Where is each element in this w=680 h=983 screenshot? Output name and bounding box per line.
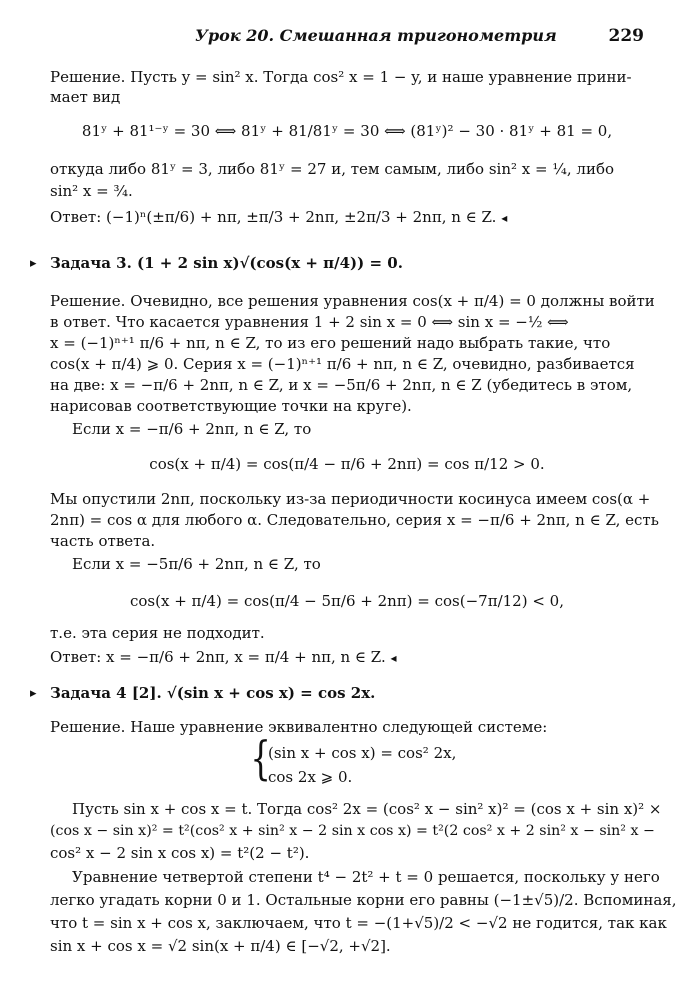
text-line: cos² x − 2 sin x cos x) = t²(2 − t²). (50, 844, 310, 862)
text-line: cos(x + π/4) ⩾ 0. Серия x = (−1)ⁿ⁺¹ π/6 + nπ, n ∈ Z, очевидно, разбивается (50, 355, 635, 373)
answer-line (50, 208, 644, 227)
text-line: в ответ. Что касается уравнения 1 + 2 sin x = 0 ⟺ sin x = −½ ⟺ (50, 313, 569, 331)
text-line: легко угадать корни 0 и 1. Остальные корни его равны (−1±√5)/2. Вспоминая, (50, 891, 677, 909)
text-line: Мы опустили 2nπ, поскольку из-за периодичности косинуса имеем cos(α + (50, 490, 651, 508)
end-of-solution-icon: ◂ (390, 651, 397, 665)
text-line: x = (−1)ⁿ⁺¹ π/6 + nπ, n ∈ Z, то из его решений надо выбрать такие, что (50, 334, 611, 352)
answer-text: Ответ: x = −π/6 + 2nπ, x = π/4 + nπ, n ∈ Z. (50, 648, 386, 666)
system-inequality: cos 2x ⩾ 0. (268, 768, 353, 786)
end-of-solution-icon: ◂ (501, 211, 508, 225)
task-4-statement: Задача 4 [2]. √(sin x + cos x) = cos 2x. (50, 684, 376, 702)
page-number: 229 (608, 26, 644, 46)
text-line: Если x = −π/6 + 2nπ, n ∈ Z, то (72, 420, 312, 438)
text-line: мает вид (50, 88, 121, 106)
text-line: на две: x = −π/6 + 2nπ, n ∈ Z, и x = −5π/6 + 2nπ, n ∈ Z (убедитесь в этом, (50, 376, 633, 394)
display-formula: cos(x + π/4) = cos(π/4 − π/6 + 2nπ) = cos π/12 > 0. (149, 455, 545, 473)
text-line: Решение. Наше уравнение эквивалентно следующей системе: (50, 718, 548, 736)
text-line: Решение. Пусть y = sin² x. Тогда cos² x = 1 − y, и наше уравнение прини- (50, 68, 632, 86)
text-line: 2nπ) = cos α для любого α. Следовательно, серия x = −π/6 + 2nπ, n ∈ Z, есть (50, 511, 659, 529)
text-line: откуда либо 81ʸ = 3, либо 81ʸ = 27 и, тем самым, либо sin² x = ¼, либо (50, 160, 615, 178)
display-formula: 81ʸ + 81¹⁻ʸ = 30 ⟺ 81ʸ + 81/81ʸ = 30 ⟺ (81ʸ)² − 30 · 81ʸ + 81 = 0, (81, 122, 613, 140)
text-line: т.е. эта серия не подходит. (50, 624, 265, 642)
display-formula: cos(x + π/4) = cos(π/4 − 5π/6 + 2nπ) = cos(−7π/12) < 0, (130, 592, 564, 610)
running-title: Урок 20. Смешанная тригонометрия (195, 26, 557, 45)
text-line: (cos x − sin x)² = t²(cos² x + sin² x − 2 sin x cos x) = t²(2 cos² x + 2 sin² x − sin² x − (50, 823, 655, 839)
page-header (40, 26, 644, 50)
task-marker-icon: ▸ (30, 686, 37, 701)
text-line: sin² x = ¾. (50, 182, 133, 200)
system-brace: { (250, 731, 271, 785)
task-marker-icon: ▸ (30, 256, 37, 271)
task-3-statement: Задача 3. (1 + 2 sin x)√(cos(x + π/4)) = 0. (50, 254, 403, 272)
system-equation: (sin x + cos x) = cos² 2x, (268, 744, 457, 762)
text-line: Решение. Очевидно, все решения уравнения cos(x + π/4) = 0 должны войти (50, 292, 655, 310)
text-line: Если x = −5π/6 + 2nπ, n ∈ Z, то (72, 555, 321, 573)
text-line: Уравнение четвертой степени t⁴ − 2t² + t = 0 решается, поскольку у него (72, 868, 660, 886)
text-line: часть ответа. (50, 532, 156, 550)
text-line: что t = sin x + cos x, заключаем, что t = −(1+√5)/2 < −√2 не годится, так как (50, 914, 667, 932)
text-line: sin x + cos x = √2 sin(x + π/4) ∈ [−√2, +√2]. (50, 937, 391, 955)
text-line: Пусть sin x + cos x = t. Тогда cos² 2x = (cos² x − sin² x)² = (cos x + sin x)² × (72, 800, 662, 818)
answer-line (50, 648, 644, 667)
answer-text: Ответ: (−1)ⁿ(±π/6) + nπ, ±π/3 + 2nπ, ±2π/3 + 2nπ, n ∈ Z. (50, 208, 497, 226)
text-line: нарисовав соответствующие точки на круге). (50, 397, 412, 415)
